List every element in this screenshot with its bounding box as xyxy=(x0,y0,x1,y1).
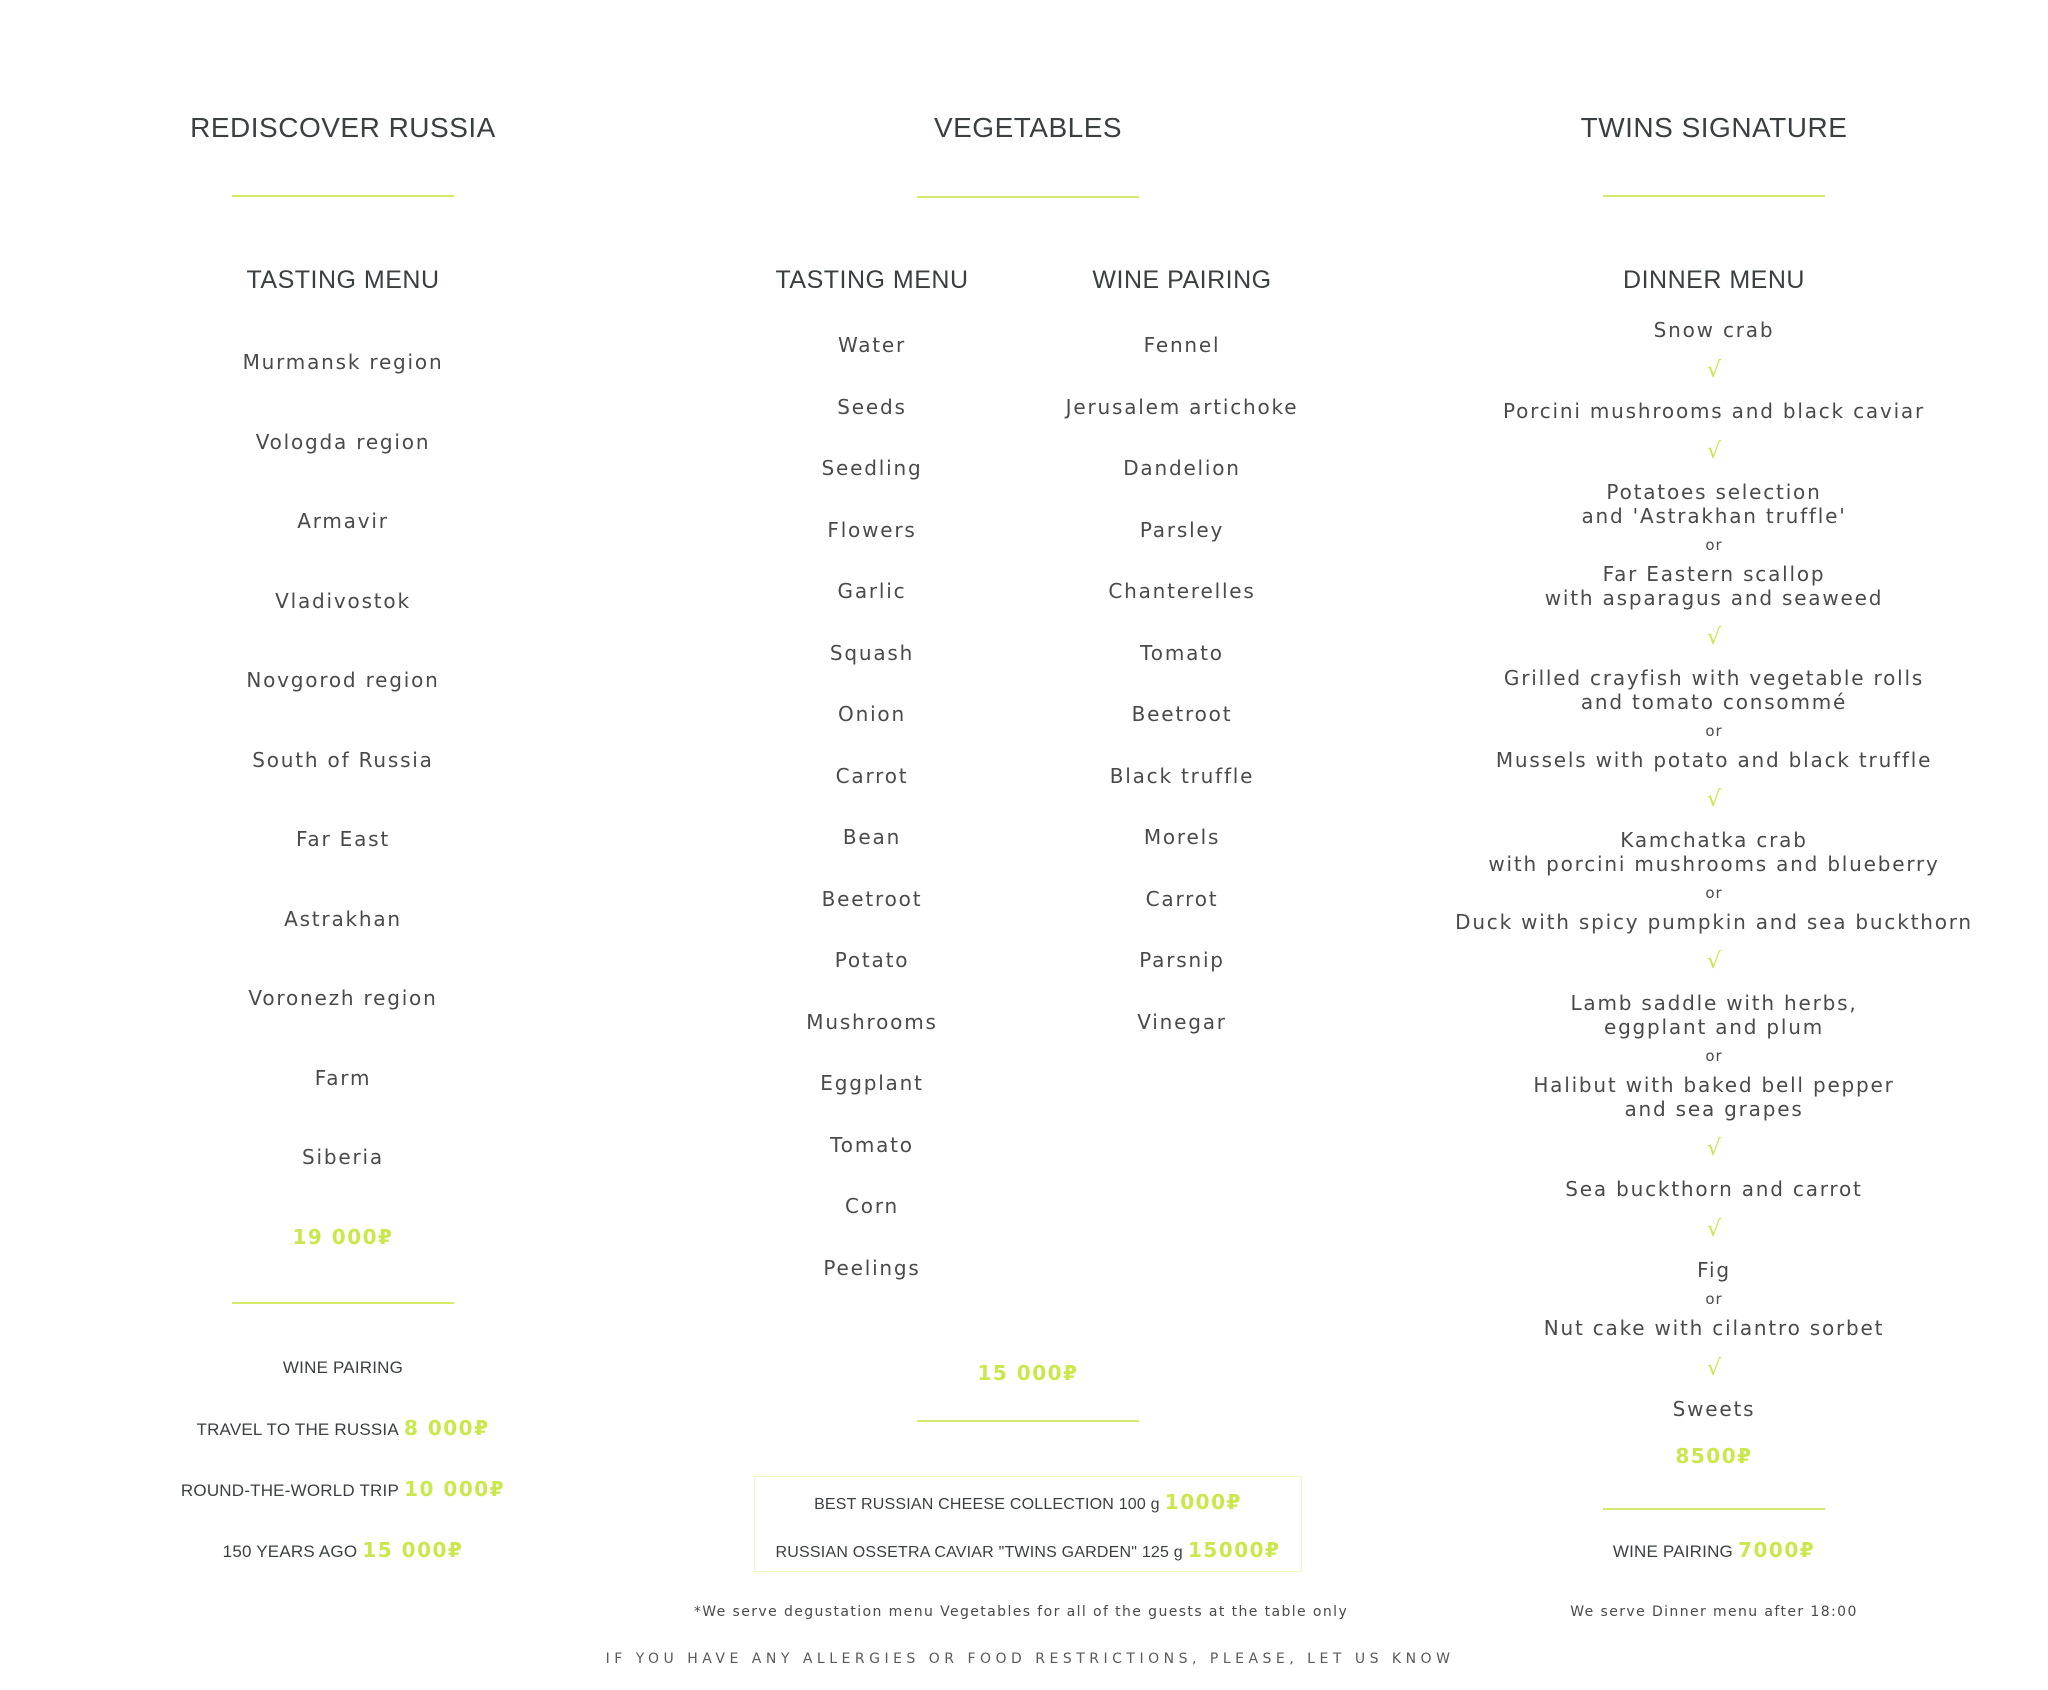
extra-item-label: BEST RUSSIAN CHEESE COLLECTION 100 g xyxy=(814,1496,1160,1513)
list-item: Voronezh region xyxy=(248,986,438,1010)
dish-item: Nut cake with cilantro sorbet xyxy=(1543,1316,1885,1340)
extra-item xyxy=(814,1490,1242,1514)
list-item: Tomato xyxy=(1140,641,1224,665)
list-item: Carrot xyxy=(835,764,909,788)
list-item: Far East xyxy=(295,827,391,851)
dish-item: Far Eastern scallop xyxy=(1602,562,1826,586)
list-item: Black truffle xyxy=(1109,764,1255,788)
list-item: Chanterelles xyxy=(1108,579,1256,603)
wine-option xyxy=(181,1477,505,1501)
dinner-menu-price: 8500₽ xyxy=(1675,1444,1753,1468)
vegetables-price: 15 000₽ xyxy=(977,1361,1079,1385)
list-item: Parsnip xyxy=(1139,948,1225,972)
tasting-menu-heading: TASTING MENU xyxy=(246,266,440,294)
list-item: Dandelion xyxy=(1123,456,1241,480)
allergy-notice: IF YOU HAVE ANY ALLERGIES OR FOOD RESTRICTIONS, PLEASE, LET US KNOW xyxy=(605,1651,1455,1667)
dish-item: and tomato consommé xyxy=(1580,690,1848,714)
dish-item: Lamb saddle with herbs, xyxy=(1570,991,1858,1015)
twins-signature-title: TWINS SIGNATURE xyxy=(1580,112,1848,143)
extra-item xyxy=(776,1538,1281,1562)
check-icon: √ xyxy=(1706,625,1722,650)
or-separator: or xyxy=(1705,1290,1723,1308)
tasting-menu-price: 19 000₽ xyxy=(292,1225,394,1249)
list-item: Seedling xyxy=(821,456,923,480)
wine-pairing-heading: WINE PAIRING xyxy=(1092,266,1272,294)
vegetables-title: VEGETABLES xyxy=(933,112,1123,143)
wine-option-label: TRAVEL TO THE RUSSIA xyxy=(196,1420,399,1439)
tasting-menu-heading: TASTING MENU xyxy=(775,266,969,294)
check-icon: √ xyxy=(1706,1356,1722,1381)
wine-option xyxy=(1613,1538,1815,1562)
dish-item: Grilled crayfish with vegetable rolls xyxy=(1503,666,1925,690)
check-icon: √ xyxy=(1706,1136,1722,1161)
list-item: Fennel xyxy=(1143,333,1221,357)
list-item: Garlic xyxy=(837,579,907,603)
list-item: Eggplant xyxy=(820,1071,924,1095)
list-item: Parsley xyxy=(1139,518,1225,542)
list-item: South of Russia xyxy=(252,748,434,772)
divider xyxy=(232,195,454,197)
list-item: Squash xyxy=(829,641,915,665)
wine-option-price: 15 000₽ xyxy=(362,1538,464,1562)
extra-item-price: 1000₽ xyxy=(1164,1490,1242,1514)
extra-item-label: RUSSIAN OSSETRA CAVIAR "TWINS GARDEN" 125 g xyxy=(775,1544,1183,1561)
wine-option-label: 150 YEARS AGO xyxy=(222,1542,358,1561)
wine-option-label: ROUND-THE-WORLD TRIP xyxy=(180,1481,400,1500)
dish-item: and 'Astrakhan truffle' xyxy=(1581,504,1847,528)
wine-pairing-heading: WINE PAIRING xyxy=(282,1358,404,1377)
dish-item: Potatoes selection xyxy=(1606,480,1822,504)
list-item: Flowers xyxy=(827,518,917,542)
list-item: Mushrooms xyxy=(806,1010,938,1034)
dish-item: with asparagus and seaweed xyxy=(1544,586,1884,610)
rediscover-russia-title: REDISCOVER RUSSIA xyxy=(190,112,496,143)
divider xyxy=(917,1420,1139,1422)
vegetables-note: *We serve degustation menu Vegetables for all of the guests at the table only xyxy=(693,1604,1349,1620)
or-separator: or xyxy=(1705,1047,1723,1065)
list-item: Potato xyxy=(834,948,910,972)
dish-item: with porcini mushrooms and blueberry xyxy=(1488,852,1940,876)
divider xyxy=(232,1302,454,1304)
check-icon: √ xyxy=(1706,358,1722,383)
dish-item: Porcini mushrooms and black caviar xyxy=(1502,399,1926,423)
list-item: Jerusalem artichoke xyxy=(1065,395,1299,419)
dish-item: Halibut with baked bell pepper xyxy=(1533,1073,1895,1097)
list-item: Armavir xyxy=(297,509,389,533)
or-separator: or xyxy=(1705,722,1723,740)
wine-option-label: WINE PAIRING xyxy=(1612,1542,1733,1561)
list-item: Corn xyxy=(845,1194,899,1218)
wine-option-price: 7000₽ xyxy=(1738,1538,1816,1562)
list-item: Water xyxy=(837,333,907,357)
divider xyxy=(917,196,1139,198)
dish-item: eggplant and plum xyxy=(1603,1015,1825,1039)
list-item: Siberia xyxy=(302,1145,384,1169)
list-item: Beetroot xyxy=(821,887,923,911)
check-icon: √ xyxy=(1706,787,1722,812)
list-item: Tomato xyxy=(830,1133,914,1157)
check-icon: √ xyxy=(1706,1217,1722,1242)
list-item: Murmansk region xyxy=(242,350,444,374)
list-item: Farm xyxy=(314,1066,372,1090)
dish-item: Kamchatka crab xyxy=(1620,828,1808,852)
list-item: Seeds xyxy=(837,395,907,419)
wine-option xyxy=(196,1416,489,1440)
wine-option-price: 10 000₽ xyxy=(404,1477,506,1501)
list-item: Onion xyxy=(838,702,906,726)
divider xyxy=(1603,1508,1825,1510)
dish-item: Snow crab xyxy=(1653,318,1775,342)
or-separator: or xyxy=(1705,536,1723,554)
wine-option xyxy=(223,1538,464,1562)
dish-item: Sea buckthorn and carrot xyxy=(1565,1177,1863,1201)
extra-item-price: 15000₽ xyxy=(1187,1538,1281,1562)
list-item: Carrot xyxy=(1145,887,1219,911)
dinner-note: We serve Dinner menu after 18:00 xyxy=(1570,1604,1858,1620)
wine-option-price: 8 000₽ xyxy=(403,1416,490,1440)
or-separator: or xyxy=(1705,884,1723,902)
list-item: Novgorod region xyxy=(246,668,440,692)
list-item: Vladivostok xyxy=(275,589,411,613)
check-icon: √ xyxy=(1706,949,1722,974)
list-item: Astrakhan xyxy=(284,907,402,931)
list-item: Beetroot xyxy=(1131,702,1233,726)
list-item: Vinegar xyxy=(1137,1010,1227,1034)
dish-item: Mussels with potato and black truffle xyxy=(1495,748,1933,772)
list-item: Peelings xyxy=(823,1256,921,1280)
divider xyxy=(1603,195,1825,197)
check-icon: √ xyxy=(1706,439,1722,464)
dish-item: and sea grapes xyxy=(1624,1097,1804,1121)
dinner-menu-heading: DINNER MENU xyxy=(1623,266,1805,294)
list-item: Morels xyxy=(1143,825,1221,849)
dish-item: Sweets xyxy=(1672,1397,1756,1421)
list-item: Vologda region xyxy=(255,430,431,454)
dish-item: Duck with spicy pumpkin and sea buckthorn xyxy=(1455,910,1973,934)
dish-item: Fig xyxy=(1697,1258,1731,1282)
list-item: Bean xyxy=(842,825,902,849)
